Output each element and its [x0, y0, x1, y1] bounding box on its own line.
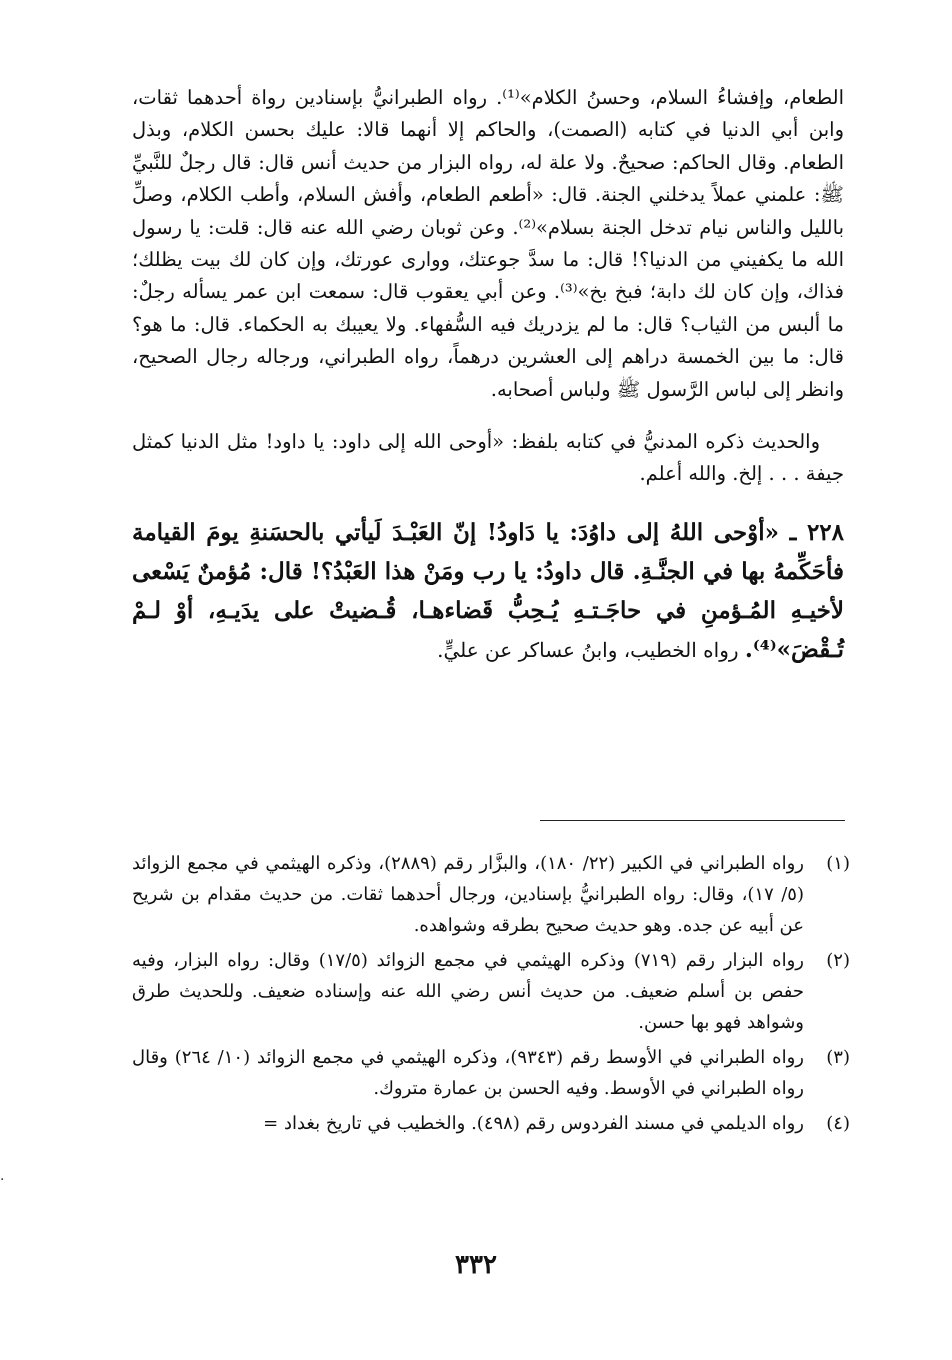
body-paragraph-1: الطعام، وإفشاءُ السلام، وحسنُ الكلام»⁽¹⁾. رواه الطبرانيُّ بإسنادين رواة أحدهما ثقات، وابن أبي الدنيا في كتابه (الصمت)، والحاكم إلا أنهما قالا: عليك بحسن الكلام، وبذل الطعام. وقال الحاكم: صحيحٌ. ولا علة له، رواه البزار من حديث أنس قال: قال رجلٌ للنَّبيِّ ﷺ: علمني عملاً يدخلني الجنة. قال: «أطعم الطعام، وأفش السلام، وأطب الكلام، وصلِّ بالليل والناس نيام تدخل الجنة بسلام»⁽²⁾. وعن ثوبان رضي الله عنه قال: قلت: يا رسول الله ما يكفيني من الدنيا؟! قال: ما سدَّ جوعتك، ووارى عورتك، وإن كان لك بيت يظلك؛ فذاك، وإن كان لك دابة؛ فبخ بخ»⁽³⁾. وعن أبي يعقوب قال: سمعت ابن عمر يسأله رجلٌ: ما ألبس من الثياب؟ قال: ما لم يزدريك فيه السُّفهاء. ولا يعيبك به الحكماء. قال: ما هو؟ قال: ما بين الخمسة دراهم إلى العشرين درهماً، رواه الطبراني، ورجاله رجال الصحيح، وانظر إلى لباس الرَّسول ﷺ ولباس أصحابه.: [132, 86, 844, 401]
footnote-number: (٢): [826, 950, 850, 971]
footnote-number: (٣): [826, 1047, 850, 1068]
footnote-number: (٤): [826, 1113, 850, 1134]
footnote-number: (١): [826, 853, 850, 874]
hadith-source: رواه الخطيب، وابنُ عساكر عن عليٍّ.: [437, 637, 745, 662]
footnote-text: رواه البزار رقم (٧١٩) وذكره الهيثمي في مجمع الزوائد (١٧/٥) وقال: رواه البزار، وفيه حفص بن أسلم ضعيف. من حديث أنس رضي الله عنه وإسناده ضعيف. وللحديث طرق وشواهد فهو بها حسن.: [132, 950, 804, 1033]
footnote-2: [132, 945, 850, 1038]
footnote-3: [132, 1042, 850, 1104]
scan-edge-mark: ·: [0, 1172, 5, 1188]
footnotes: [132, 848, 850, 1143]
footnote-text: رواه الطبراني في الأوسط رقم (٩٣٤٣)، وذكره الهيثمي في مجمع الزوائد (١٠/ ٢٦٤) وقال رواه الطبراني في الأوسط. وفيه الحسن بن عمارة متروك.: [132, 1047, 804, 1099]
page-number: ٣٣٢: [455, 1250, 497, 1280]
footnote-text: رواه الطبراني في الكبير (٢٢/ ١٨٠)، والبزَّار رقم (٢٨٨٩)، وذكره الهيثمي في مجمع الزوائد (٥/ ١٧)، وقال: رواه الطبرانيُّ بإسنادين، ورجال أحدهما ثقات. من حديث مقدام بن شريح عن أبيه عن جده. وهو حديث صحيح بطرقه وشواهده.: [132, 853, 804, 936]
footnote-separator: [540, 820, 845, 821]
hadith-228: [132, 513, 844, 670]
footnote-1: [132, 848, 850, 941]
footnote-4: [132, 1108, 850, 1139]
body-paragraph-2: والحديث ذكره المدنيُّ في كتابه بلفظ: «أوحى الله إلى داود: يا داود! مثل الدنيا كمثل جيفة . . . إلخ. والله أعلم.: [132, 430, 844, 486]
paragraph-gap: [132, 406, 844, 426]
footnote-text: رواه الديلمي في مسند الفردوس رقم (٤٩٨). والخطيب في تاريخ بغداد =: [263, 1113, 804, 1134]
main-text: [132, 82, 844, 670]
hadith-text: ٢٢٨ ـ «أوْحى اللهُ إلى داوُدَ: يا دَاودُ! إنّ العَبْـدَ لَيأتي بالحسَنةِ يومَ القيامة فأحَكِّمهُ بها في الجنَّـةِ. قال داودُ: يا رب ومَنْ هذا العَبْدُ؟! قال: مُؤمنٌ يَسْعى لأخيـهِ المُـؤمنِ في حاجَـتـهِ يُـحِبُّ قَضاءهـا، قُـضيتْ على يدَيـهِ، أوْ لـمْ تُـقْضَ»⁽⁴⁾.: [132, 518, 844, 663]
